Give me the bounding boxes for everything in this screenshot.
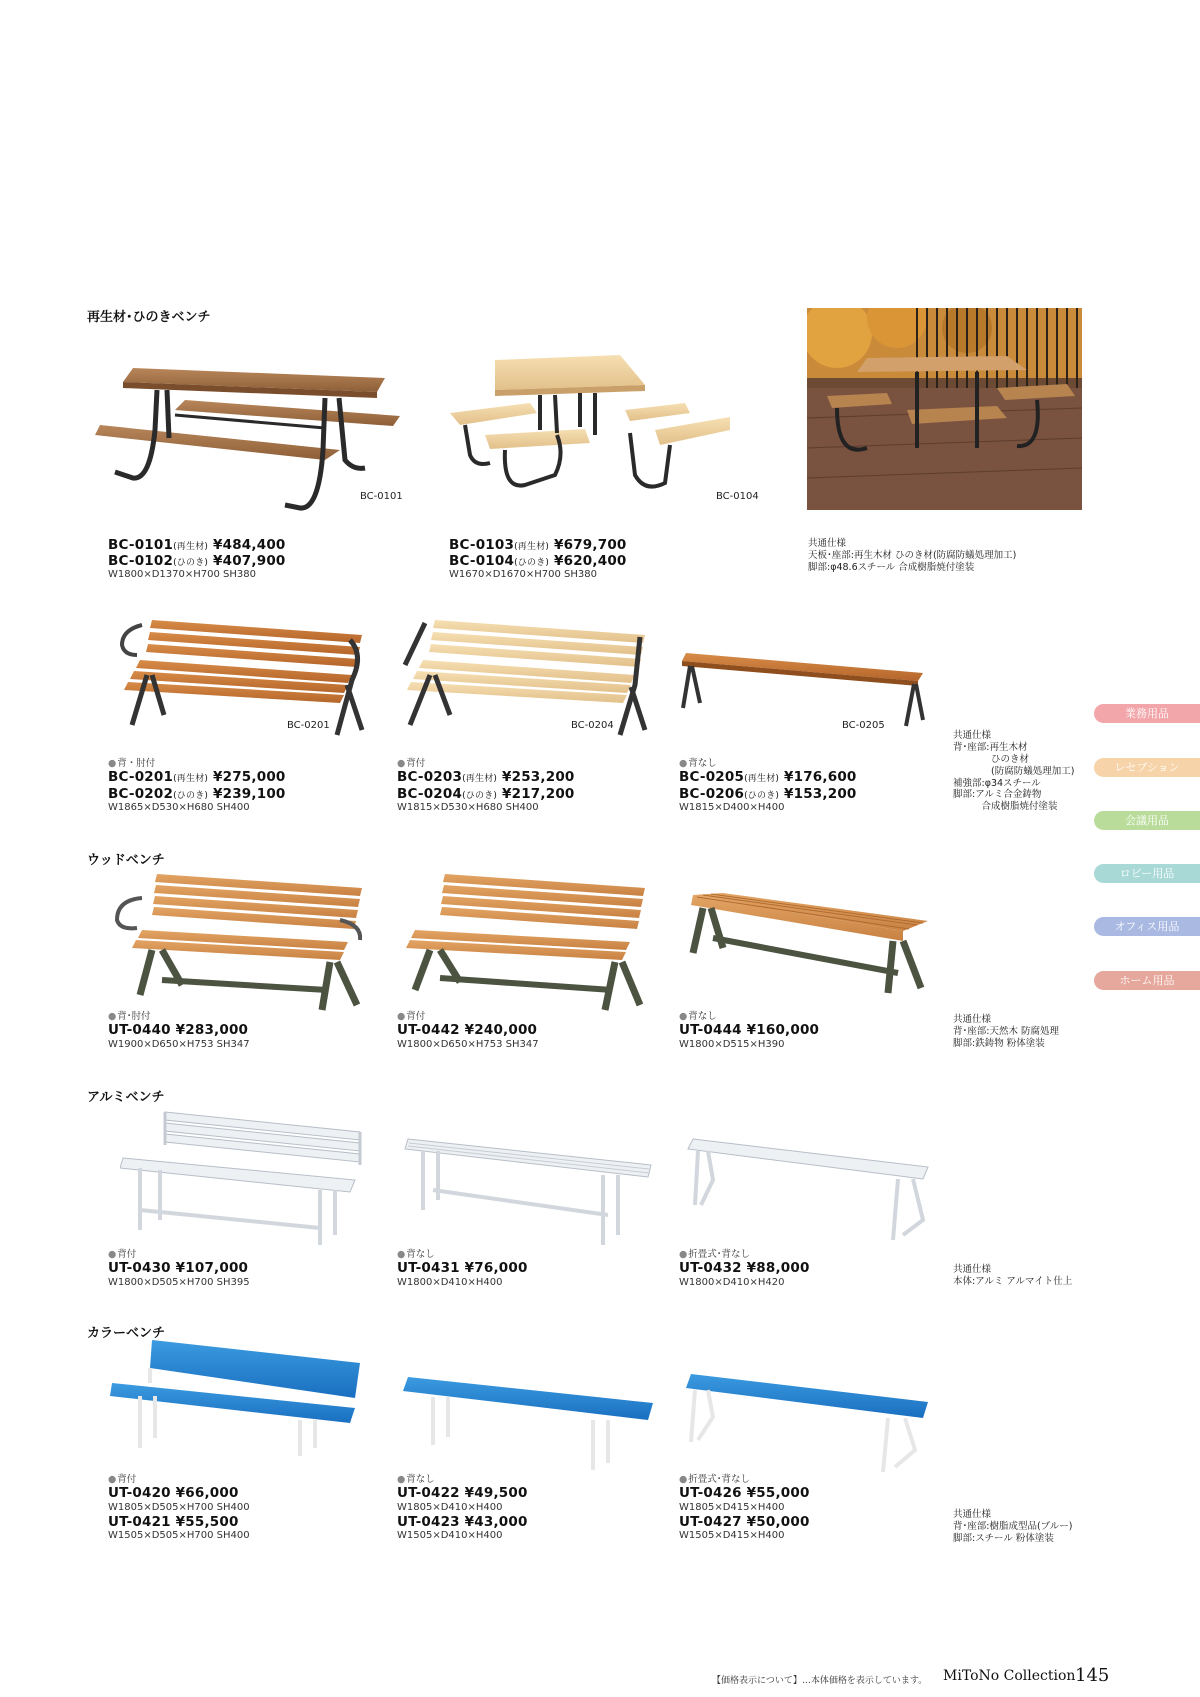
common-spec-row4: 共通仕様 本体:アルミ アルマイト仕上 <box>953 1264 1073 1287</box>
product-spec-bc0103: BC-0103(再生材) ¥679,700 BC-0104(ひのき) ¥620,400 W1670×D1670×H700 SH380 <box>449 537 627 581</box>
common-spec-row5: 共通仕様 背･座部:樹脂成型品(ブルー) 脚部:スチール 粉体塗装 <box>953 1509 1073 1544</box>
tab-conference-supplies[interactable]: 会議用品 <box>1094 811 1200 830</box>
product-spec-ut0432: ● 折畳式･背なし UT-0432 ¥88,000 W1800×D410×H420 <box>679 1249 810 1289</box>
image-label-bc0205: BC-0205 <box>842 720 885 731</box>
section-title-recycled-hinoki: 再生材･ひのきベンチ <box>87 310 211 325</box>
tab-reception[interactable]: レセプション <box>1094 758 1200 777</box>
product-spec-ut0426: ● 折畳式･背なし UT-0426 ¥55,000 W1805×D415×H400 UT-0427 ¥50,000 W1505×D415×H400 <box>679 1474 810 1542</box>
picnic-table-bc0104-image <box>445 355 735 515</box>
product-spec-bc0205: ● 背なし BC-0205(再生材) ¥176,600 BC-0206(ひのき) ¥153,200 W1815×D400×H400 <box>679 758 857 814</box>
product-spec-ut0430: ● 背付 UT-0430 ¥107,000 W1800×D505×H700 SH395 <box>108 1249 250 1289</box>
product-spec-ut0440: ● 背･肘付 UT-0440 ¥283,000 W1900×D650×H753 SH347 <box>108 1011 250 1051</box>
product-spec-ut0444: ● 背なし UT-0444 ¥160,000 W1800×D515×H390 <box>679 1011 819 1051</box>
bench-bc0201-image <box>112 615 372 750</box>
section-title-color-bench: カラーベンチ <box>87 1326 166 1341</box>
outdoor-photo <box>807 308 1082 510</box>
product-spec-ut0442: ● 背付 UT-0442 ¥240,000 W1800×D650×H753 SH347 <box>397 1011 539 1051</box>
bench-ut0431-image <box>403 1135 658 1250</box>
bench-ut0420-image <box>110 1338 365 1458</box>
section-title-aluminum-bench: アルミベンチ <box>87 1090 165 1105</box>
common-spec-row3: 共通仕様 背･座部:天然木 防腐処理 脚部:鉄鋳物 粉体塗装 <box>953 1014 1059 1049</box>
image-label-bc0201: BC-0201 <box>287 720 330 731</box>
tab-business-supplies[interactable]: 業務用品 <box>1094 704 1200 723</box>
product-spec-ut0431: ● 背なし UT-0431 ¥76,000 W1800×D410×H400 <box>397 1249 528 1289</box>
product-spec-ut0420: ● 背付 UT-0420 ¥66,000 W1805×D505×H700 SH400 UT-0421 ¥55,500 W1505×D505×H700 SH400 <box>108 1474 250 1542</box>
tab-home-supplies[interactable]: ホーム用品 <box>1094 971 1200 990</box>
product-spec-bc0101: BC-0101(再生材) ¥484,400 BC-0102(ひのき) ¥407,900 W1800×D1370×H700 SH380 <box>108 537 286 581</box>
section-title-wood-bench: ウッドベンチ <box>87 853 165 868</box>
page-number: 145 <box>1075 1665 1110 1686</box>
bench-ut0426-image <box>683 1372 933 1477</box>
bench-ut0444-image <box>683 893 933 1008</box>
image-label-bc0101: BC-0101 <box>360 491 403 502</box>
image-label-bc0204: BC-0204 <box>571 720 614 731</box>
bench-ut0442-image <box>400 870 650 1015</box>
product-spec-bc0201: ● 背・肘付 BC-0201(再生材) ¥275,000 BC-0202(ひのき) ¥239,100 W1865×D530×H680 SH400 <box>108 758 286 814</box>
tab-lobby-supplies[interactable]: ロビー用品 <box>1094 864 1200 883</box>
bench-bc0204-image <box>395 615 655 750</box>
bench-bc0205-image <box>678 648 928 728</box>
bench-ut0440-image <box>112 870 367 1015</box>
product-spec-ut0422: ● 背なし UT-0422 ¥49,500 W1805×D410×H400 UT-0423 ¥43,000 W1505×D410×H400 <box>397 1474 528 1542</box>
picnic-table-bc0101-image <box>95 360 405 515</box>
bench-ut0422-image <box>403 1375 658 1475</box>
common-spec-row2: 共通仕様 背･座部:再生木材 ひのき材 (防腐防蟻処理加工) 補強部:φ34スチール 脚部:アルミ合金鋳物 合成樹脂焼付塗装 <box>953 730 1075 813</box>
bench-ut0430-image <box>120 1110 370 1250</box>
image-label-bc0104: BC-0104 <box>716 491 759 502</box>
common-spec-row1: 共通仕様 天板･座部:再生木材 ひのき材(防腐防蟻処理加工) 脚部:φ48.6スチール 合成樹脂焼付塗装 <box>808 538 1017 573</box>
price-note: 【価格表示について】…本体価格を表示しています。 <box>712 1676 928 1686</box>
bench-ut0432-image <box>683 1135 933 1245</box>
brand-name: MiToNo Collection <box>943 1668 1076 1684</box>
tab-office-supplies[interactable]: オフィス用品 <box>1094 917 1200 936</box>
product-spec-bc0203: ● 背付 BC-0203(再生材) ¥253,200 BC-0204(ひのき) ¥217,200 W1815×D530×H680 SH400 <box>397 758 575 814</box>
